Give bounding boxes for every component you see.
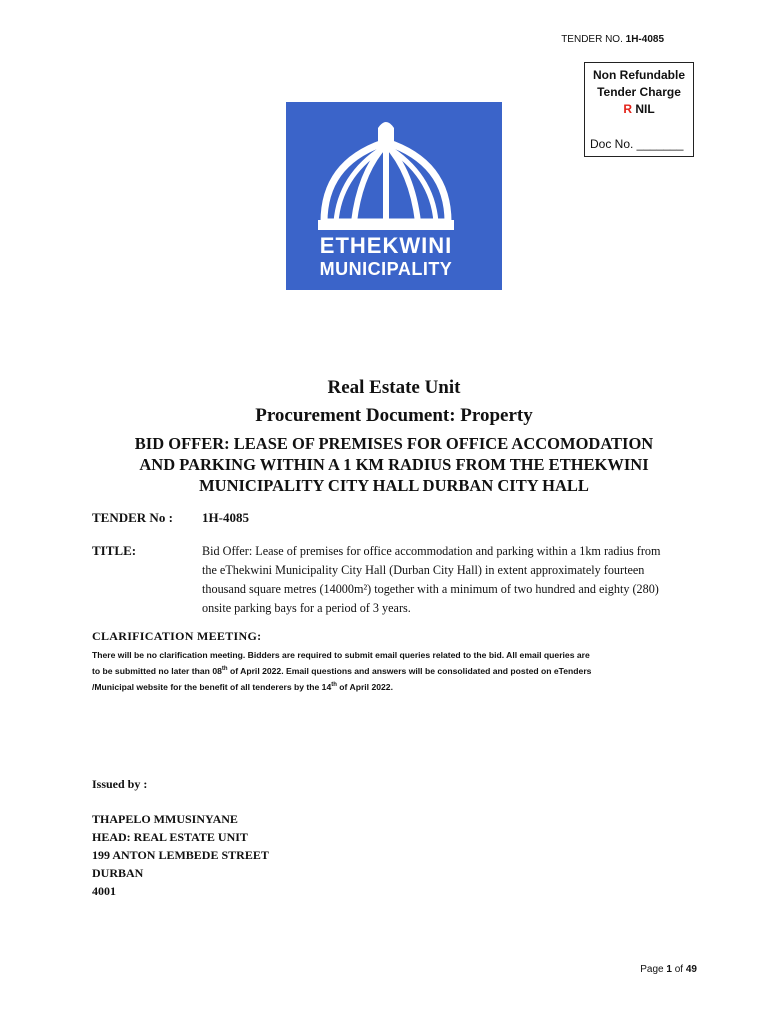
issuer-street: 199 ANTON LEMBEDE STREET: [92, 848, 269, 862]
clarification-line: to be submitted no later than 08th of April 2022. Email questions and answers will be consolidated and posted on eTenders: [92, 666, 592, 676]
issuer-city: DURBAN: [92, 866, 144, 880]
tender-ref-number: 1H-4085: [625, 34, 664, 45]
charge-currency: R: [623, 102, 632, 116]
issuer-position: HEAD: REAL ESTATE UNIT: [92, 830, 248, 844]
logo-text-line-1: ETHEKWINI: [319, 233, 453, 258]
issuer-name: THAPELO MMUSINYANE: [92, 812, 238, 826]
bid-title-line: BID OFFER: LEASE OF PREMISES FOR OFFICE ACCOMODATION: [134, 434, 654, 453]
issuer-postal-code: 4001: [92, 884, 116, 898]
bid-title-line: MUNICIPALITY CITY HALL DURBAN CITY HALL: [199, 476, 589, 495]
tender-no-label: TENDER No :: [92, 510, 173, 525]
clarification-body: [92, 647, 702, 695]
city-hall-dome-icon: [286, 102, 502, 290]
unit-title: Real Estate Unit: [327, 377, 461, 398]
page-number: Page 1 of 49: [640, 964, 697, 975]
charge-line-2: Tender Charge: [597, 85, 681, 99]
ethekwini-logo: [286, 102, 502, 290]
clarification-line: There will be no clarification meeting. Bidders are required to submit email queries related to the bid. All email queries are: [92, 650, 590, 660]
title-line: Bid Offer: Lease of premises for office accommodation and parking within a 1km radius from: [202, 544, 661, 558]
title-label: TITLE:: [92, 543, 137, 558]
tender-ref-label: TENDER NO.: [561, 34, 623, 45]
bid-offer-title: [0, 433, 770, 496]
logo-text-line-2: MUNICIPALITY: [319, 259, 453, 279]
title-line: thousand square metres (14000m²) together with a minimum of two hundred and eighty (280): [202, 582, 659, 596]
procurement-title: Procurement Document: Property: [255, 405, 533, 426]
issuer-address: [92, 810, 269, 900]
charge-line-1: Non Refundable: [593, 68, 685, 82]
title-line: onsite parking bays for a period of 3 years.: [202, 601, 411, 615]
title-description: [202, 542, 698, 618]
doc-number-field: Doc No. _______: [590, 137, 684, 151]
clarification-line: /Municipal website for the benefit of all tenderers by the 14th of April 2022.: [92, 682, 393, 692]
issued-by-label: Issued by :: [92, 777, 148, 791]
tender-charge-box: [584, 62, 694, 157]
tender-reference: [0, 34, 664, 45]
title-line: the eThekwini Municipality City Hall (Durban City Hall) in extent approximately fourteen: [202, 563, 645, 577]
charge-amount: NIL: [635, 102, 655, 116]
tender-no-value: 1H-4085: [202, 510, 249, 525]
clarification-heading: CLARIFICATION MEETING:: [92, 629, 262, 643]
bid-title-line: AND PARKING WITHIN A 1 KM RADIUS FROM THE ETHEKWINI: [139, 455, 649, 474]
